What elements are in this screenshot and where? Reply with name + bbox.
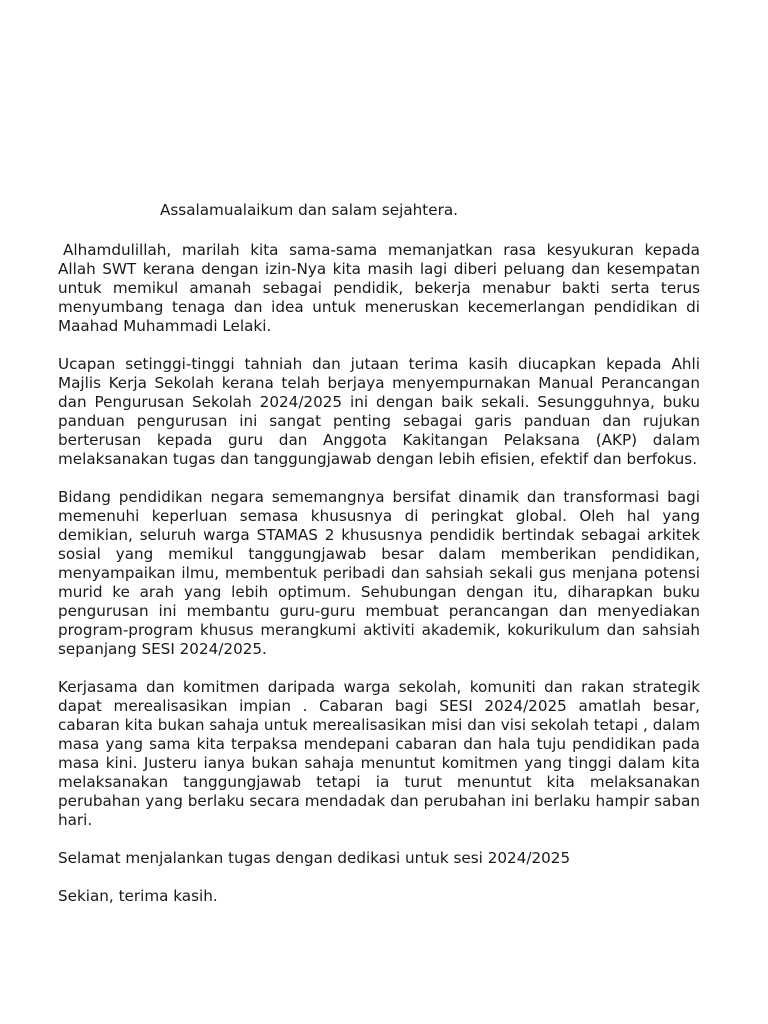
paragraph-congratulations: Ucapan setinggi-tinggi tahniah dan jutaan terima kasih diucapkan kepada Ahli Majlis Kerja Sekolah kerana telah berjaya menyempurnakan Manual Perancangan dan Pengurusan Sekolah 2024/2025 ini dengan baik sekali. Sesungguhnya, buku panduan pengurusan ini sangat penting sebagai garis panduan dan rujukan berterusan kepada guru dan Anggota Kakitangan Pelaksana (AKP) dalam melaksanakan tugas dan tanggungjawab dengan lebih efisien, efektif dan berfokus. (58, 355, 700, 468)
document-page (58, 201, 700, 906)
signoff-line: Sekian, terima kasih. (58, 887, 218, 905)
paragraph-cooperation: Kerjasama dan komitmen daripada warga sekolah, komuniti dan rakan strategik dapat merealisasikan impian . Cabaran bagi SESI 2024/2025 amatlah besar, cabaran kita bukan sahaja untuk merealisasikan misi dan visi sekolah tetapi , dalam masa yang sama kita terpaksa mendepani cabaran dan hala tuju pendidikan pada masa kini. Justeru ianya bukan sahaja menuntut komitmen yang tinggi dalam kita melaksanakan tanggungjawab tetapi ia turut menuntut kita melaksanakan perubahan yang berlaku secara mendadak dan perubahan ini berlaku hampir saban hari. (58, 678, 700, 829)
closing-line: Selamat menjalankan tugas dengan dedikasi untuk sesi 2024/2025 (58, 849, 571, 867)
paragraph-education-field: Bidang pendidikan negara sememangnya bersifat dinamik dan transformasi bagi memenuhi keperluan semasa khususnya di peringkat global. Oleh hal yang demikian, seluruh warga STAMAS 2 khususnya pendidik bertindak sebagai arkitek sosial yang memikul tanggungjawab besar dalam memberikan pendidikan, menyampaikan ilmu, membentuk peribadi dan sahsiah sekali gus menjana potensi murid ke arah yang lebih optimum. Sehubungan dengan itu, diharapkan buku pengurusan ini membantu guru-guru membuat perancangan dan menyediakan program-program khusus merangkumi aktiviti akademik, kokurikulum dan sahsiah sepanjang SESI 2024/2025. (58, 488, 700, 658)
paragraph-gratitude: Alhamdulillah, marilah kita sama-sama memanjatkan rasa kesyukuran kepada Allah SWT kerana dengan izin-Nya kita masih lagi diberi peluang dan kesempatan untuk memikul amanah sebagai pendidik, bekerja menabur bakti serta terus menyumbang tenaga dan idea untuk meneruskan kecemerlangan pendidikan di Maahad Muhammadi Lelaki. (58, 241, 700, 335)
greeting-line: Assalamualaikum dan salam sejahtera. (160, 201, 458, 219)
